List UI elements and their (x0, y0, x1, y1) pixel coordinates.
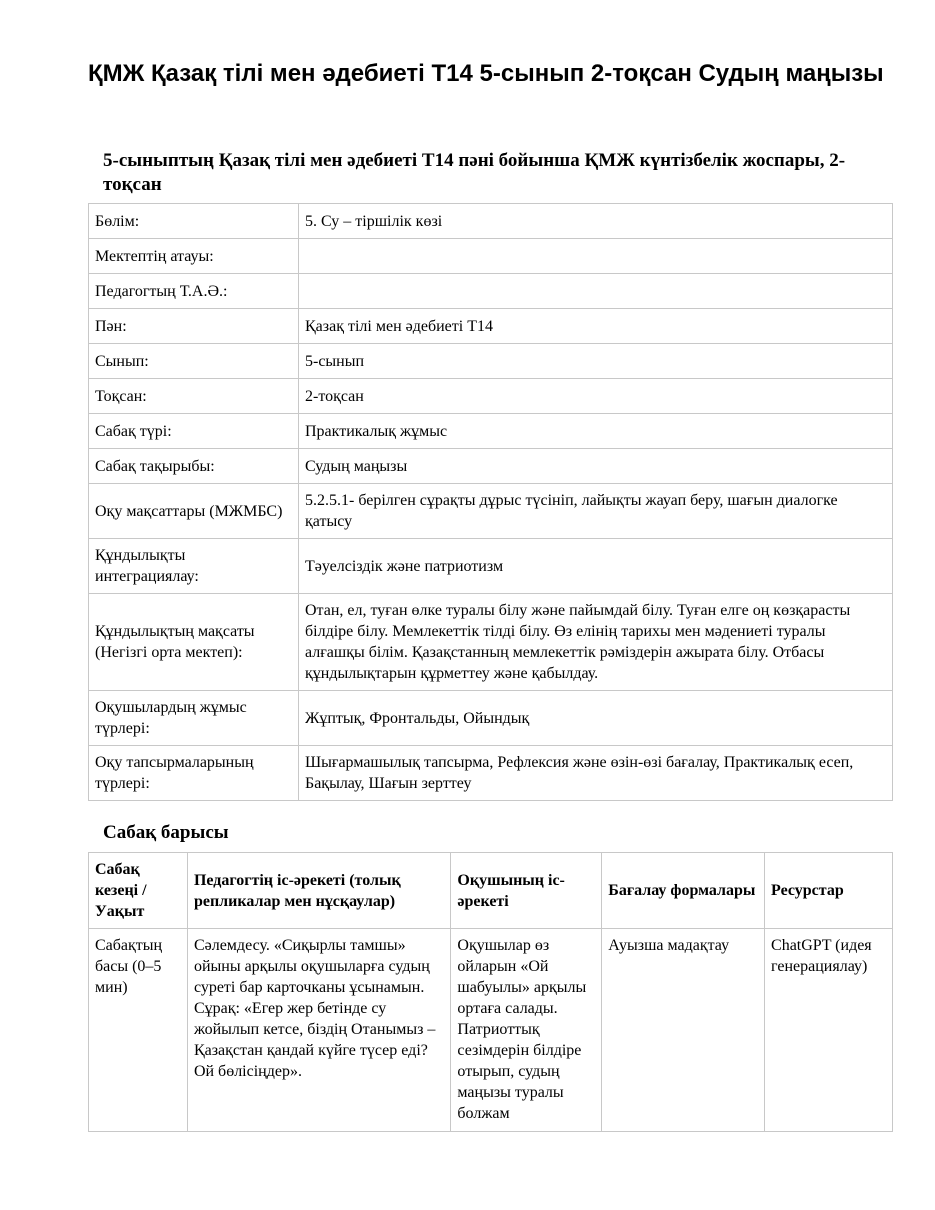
info-value: 5. Су – тіршілік көзі (299, 204, 893, 239)
info-value: Судың маңызы (299, 449, 893, 484)
info-value (299, 274, 893, 309)
info-value: 2-тоқсан (299, 379, 893, 414)
info-label: Сынып: (89, 344, 299, 379)
info-label: Оқу мақсаттары (МЖМБС) (89, 484, 299, 539)
info-value: 5.2.5.1- берілген сұрақты дұрыс түсініп, лайықты жауап беру, шағын диалогке қатысу (299, 484, 893, 539)
info-value: Тәуелсіздік және патриотизм (299, 539, 893, 594)
info-value: Шығармашылық тапсырма, Рефлексия және өзін-өзі бағалау, Практикалық есеп, Бақылау, Шағын зерттеу (299, 746, 893, 801)
info-value: Отан, ел, туған өлке туралы білу және пайымдай білу. Туған елге оң көзқарасты білдіре білу. Мемлекеттік тілді білу. Өз елінің тарихы мен мәдениеті туралы алғашқы білім. Қазақстанның мемлекеттік рәміздерін ажырата білу. Отбасы құндылықтарын құрметтеу және қабылдау. (299, 594, 893, 691)
info-value: Қазақ тілі мен әдебиеті Т14 (299, 309, 893, 344)
column-header-resources: Ресурстар (765, 853, 893, 929)
info-row-lesson-type (89, 414, 893, 449)
info-label: Бөлім: (89, 204, 299, 239)
column-header-assessment: Бағалау формалары (602, 853, 765, 929)
document-heading: 5-сыныптың Қазақ тілі мен әдебиеті Т14 пәні бойынша ҚМЖ күнтізбелік жоспары, 2-тоқсан (103, 150, 846, 195)
assessment-cell: Ауызша мадақтау (602, 929, 765, 1132)
info-value: Жұптық, Фронтальды, Ойындық (299, 691, 893, 746)
info-value: 5-сынып (299, 344, 893, 379)
page-title: ҚМЖ Қазақ тілі мен әдебиеті Т14 5-сынып 2-тоқсан Судың маңызы (88, 60, 884, 87)
stage-cell: Сабақтың басы (0–5 мин) (89, 929, 188, 1132)
table-row (89, 929, 893, 1132)
info-label: Оқушылардың жұмыс түрлері: (89, 691, 299, 746)
column-header-student-activity: Оқушының іс-әрекеті (451, 853, 602, 929)
info-row-section (89, 204, 893, 239)
info-label: Құндылықты интеграциялау: (89, 539, 299, 594)
column-header-stage: Сабақ кезеңі / Уақыт (89, 853, 188, 929)
resources-cell: ChatGPT (идея генерациялау) (765, 929, 893, 1132)
info-row-value-goal (89, 594, 893, 691)
info-label: Сабақ тақырыбы: (89, 449, 299, 484)
info-row-learning-objectives (89, 484, 893, 539)
info-row-school (89, 239, 893, 274)
info-value (299, 239, 893, 274)
info-row-value-integration (89, 539, 893, 594)
lesson-flow-table (88, 852, 893, 1132)
info-label: Пән: (89, 309, 299, 344)
info-row-lesson-topic (89, 449, 893, 484)
info-row-work-types (89, 691, 893, 746)
info-value: Практикалық жұмыс (299, 414, 893, 449)
info-row-quarter (89, 379, 893, 414)
info-row-teacher (89, 274, 893, 309)
info-label: Құндылықтың мақсаты (Негізгі орта мектеп): (89, 594, 299, 691)
info-row-subject (89, 309, 893, 344)
info-label: Тоқсан: (89, 379, 299, 414)
lesson-table-header-row (89, 853, 893, 929)
info-row-grade (89, 344, 893, 379)
column-header-teacher-activity: Педагогтің іс-әрекеті (толық репликалар мен нұсқаулар) (187, 853, 450, 929)
lesson-info-table (88, 203, 893, 801)
teacher-activity-cell: Сәлемдесу. «Сиқырлы тамшы» ойыны арқылы оқушыларға судың суреті бар карточканы ұсынамын. Сұрақ: «Егер жер бетінде су жойылып кетсе, біздің Отанымыз – Қазақстан қандай күйге түсер еді? Ой бөлісіңдер». (187, 929, 450, 1132)
info-row-task-types (89, 746, 893, 801)
student-activity-cell: Оқушылар өз ойларын «Ой шабуылы» арқылы ортаға салады. Патриоттық сезімдерін білдіре отырып, судың маңызы туралы болжам (451, 929, 602, 1132)
info-label: Мектептің атауы: (89, 239, 299, 274)
info-label: Педагогтың Т.А.Ә.: (89, 274, 299, 309)
info-label: Оқу тапсырмаларының түрлері: (89, 746, 299, 801)
info-label: Сабақ түрі: (89, 414, 299, 449)
lesson-flow-heading: Сабақ барысы (103, 822, 229, 843)
